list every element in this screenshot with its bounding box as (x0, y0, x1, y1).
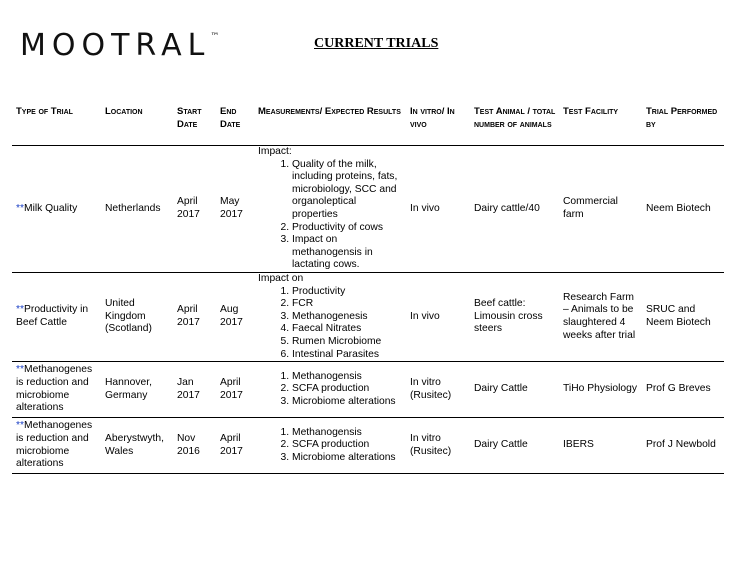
start-date-cell: April 2017 (173, 146, 216, 273)
measurement-item: 3. Methanogenesis (292, 311, 404, 324)
table-row (12, 362, 724, 418)
measurement-item: 4. Faecal Nitrates (292, 323, 404, 336)
in-vitro-in-vivo-cell: In vivo (406, 272, 470, 361)
measurement-item: 3. Impact on methanogensis in lactating cows. (292, 234, 404, 272)
measurement-item: 5. Rumen Microbiome (292, 336, 404, 349)
measurements-cell (254, 272, 406, 361)
trial-type-cell (12, 272, 101, 361)
trial-type-label: Methanogenes is reduction and microbiome alterations (16, 364, 93, 414)
test-animal-cell: Dairy Cattle (470, 418, 559, 474)
brand-logo (20, 28, 219, 63)
end-date-cell: April 2017 (216, 418, 254, 474)
measurements-list (258, 427, 404, 465)
measurements-list (258, 286, 404, 362)
start-date-cell: Nov 2016 (173, 418, 216, 474)
end-date-cell: May 2017 (216, 146, 254, 273)
start-date-cell: April 2017 (173, 272, 216, 361)
column-header-test-animal: Test Animal / total number of animals (470, 103, 559, 146)
table-row (12, 272, 724, 361)
test-animal-cell: Dairy Cattle (470, 362, 559, 418)
table-header-row (12, 103, 724, 146)
measurements-list (258, 159, 404, 272)
test-facility-cell: Commercial farm (559, 146, 642, 273)
start-date-cell: Jan 2017 (173, 362, 216, 418)
column-header-measurements: Measurements/ Expected Results (254, 103, 406, 146)
measurement-item: 3. Microbiome alterations (292, 452, 404, 465)
test-animal-cell: Beef cattle: Limousin cross steers (470, 272, 559, 361)
document-title: CURRENT TRIALS (314, 36, 439, 51)
location-cell: United Kingdom (Scotland) (101, 272, 173, 361)
test-facility-cell: TiHo Physiology (559, 362, 642, 418)
end-date-cell: April 2017 (216, 362, 254, 418)
measurement-item: 2. SCFA production (292, 439, 404, 452)
performed-by-cell: SRUC and Neem Biotech (642, 272, 724, 361)
column-header-test-facility: Test Facility (559, 103, 642, 146)
trial-type-cell (12, 146, 101, 273)
measurements-cell (254, 146, 406, 273)
measurements-intro: Impact: (258, 146, 292, 157)
test-facility-cell: IBERS (559, 418, 642, 474)
column-header-start-date: Start Date (173, 103, 216, 146)
trial-type-label: Methanogenes is reduction and microbiome alterations (16, 420, 93, 470)
test-animal-cell: Dairy cattle/40 (470, 146, 559, 273)
asterisk-marker: ** (16, 420, 25, 432)
trial-type-label: Productivity in Beef Cattle (16, 304, 89, 329)
measurement-item: 6. Intestinal Parasites (292, 349, 404, 362)
column-header-type-of-trial: Type of Trial (12, 103, 101, 146)
asterisk-marker: ** (16, 304, 25, 316)
test-facility-cell: Research Farm – Animals to be slaughtered 4 weeks after trial (559, 272, 642, 361)
in-vitro-in-vivo-cell: In vivo (406, 146, 470, 273)
performed-by-cell: Prof G Breves (642, 362, 724, 418)
measurements-cell (254, 418, 406, 474)
in-vitro-in-vivo-cell: In vitro (Rusitec) (406, 418, 470, 474)
measurements-cell (254, 362, 406, 418)
performed-by-cell: Neem Biotech (642, 146, 724, 273)
measurement-item: 1. Quality of the milk, including proteins, fats, microbiology, SCC and organoleptical properties (292, 159, 404, 222)
table-row (12, 146, 724, 273)
column-header-end-date: End Date (216, 103, 254, 146)
column-header-location: Location (101, 103, 173, 146)
measurement-item: 2. Productivity of cows (292, 222, 404, 235)
end-date-cell: Aug 2017 (216, 272, 254, 361)
measurement-item: 1. Productivity (292, 286, 404, 299)
trial-type-cell (12, 418, 101, 474)
column-header-trial-performed-by: Trial Performed by (642, 103, 724, 146)
in-vitro-in-vivo-cell: In vitro (Rusitec) (406, 362, 470, 418)
location-cell: Hannover, Germany (101, 362, 173, 418)
trial-type-label: Milk Quality (24, 202, 78, 214)
trials-table (12, 103, 724, 474)
asterisk-marker: ** (16, 364, 25, 376)
performed-by-cell: Prof J Newbold (642, 418, 724, 474)
measurement-item: 3. Microbiome alterations (292, 396, 404, 409)
location-cell: Aberystwyth, Wales (101, 418, 173, 474)
trial-type-cell (12, 362, 101, 418)
measurements-list (258, 371, 404, 409)
measurement-item: 1. Methanogensis (292, 371, 404, 384)
measurement-item: 2. SCFA production (292, 383, 404, 396)
column-header-in-vitro-in-vivo: In vitro/ In vivo (406, 103, 470, 146)
trademark-symbol: ™ (210, 32, 220, 42)
brand-name: MOOTRAL (20, 28, 211, 63)
measurement-item: 1. Methanogensis (292, 427, 404, 440)
measurements-intro: Impact on (258, 272, 304, 284)
measurement-item: 2. FCR (292, 298, 404, 311)
location-cell: Netherlands (101, 146, 173, 273)
asterisk-marker: ** (16, 202, 25, 214)
table-row (12, 418, 724, 474)
